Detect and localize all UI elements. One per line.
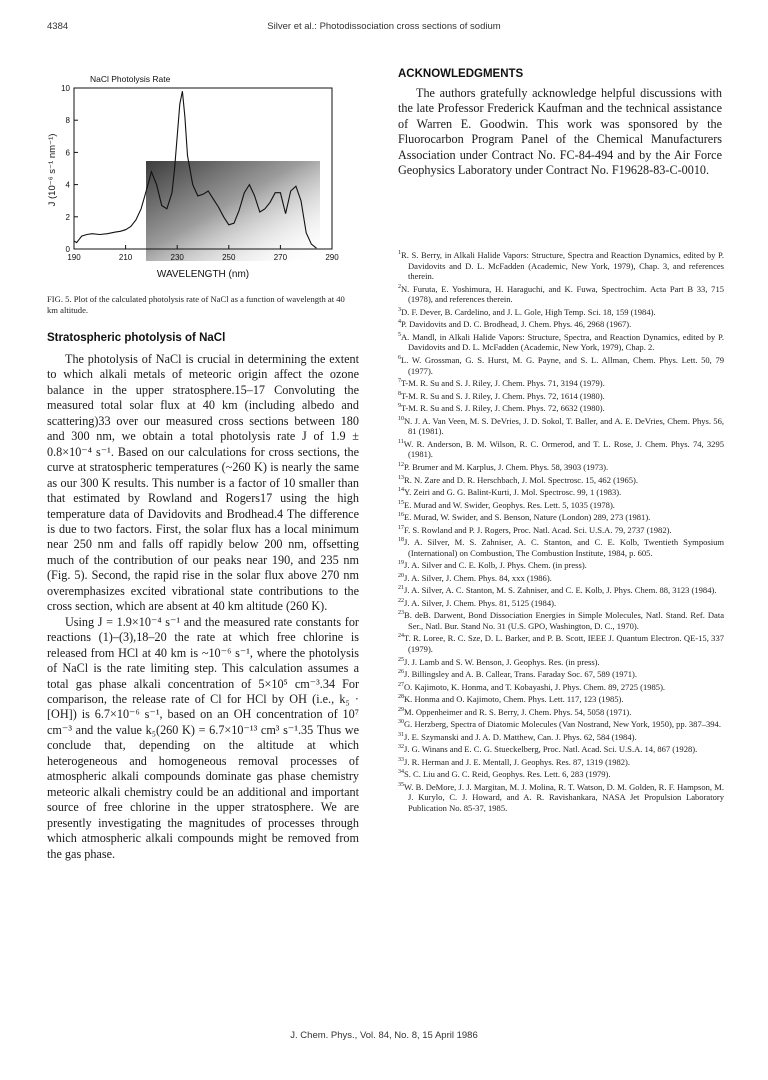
y-tick-label: 4 <box>65 180 70 190</box>
reference-text: N. J. A. Van Veen, M. S. DeVries, J. D. Sokol, T. Baller, and A. E. DeVries, Chem. Phys. 56, 81 (1981). <box>404 415 724 437</box>
reference-number: 31 <box>398 731 404 738</box>
reference-item <box>398 248 724 282</box>
reference-text: T-M. R. Su and S. J. Riley, J. Chem. Phys. 72, 6632 (1980). <box>401 403 605 414</box>
reference-item <box>398 510 724 523</box>
reference-number: 29 <box>398 706 404 713</box>
photolysis-rate-chart <box>44 60 360 290</box>
reference-item <box>398 730 724 743</box>
section-heading-acknowledgments: ACKNOWLEDGMENTS <box>398 68 524 80</box>
reference-text: J. R. Herman and J. E. Mentall, J. Geophys. Res. 87, 1319 (1982). <box>404 756 630 767</box>
reference-text: J. A. Silver, M. S. Zahniser, A. C. Stanton, and C. E. Kolb, Twentieth Symposium (International) on Combustion, The Combustion Institute, 1984, p. 605. <box>404 536 724 558</box>
reference-text: J. Billingsley and A. B. Callear, Trans. Faraday Soc. 67, 589 (1971). <box>404 668 638 679</box>
reference-text: J. A. Silver, J. Chem. Phys. 84, xxx (1986). <box>404 572 552 583</box>
reference-text: J. A. Silver, A. C. Stanton, M. S. Zahniser, and C. E. Kolb, J. Phys. Chem. 88, 3123 (1984). <box>404 585 717 596</box>
reference-text: P. Brumer and M. Karplus, J. Chem. Phys. 58, 3903 (1973). <box>404 461 609 472</box>
reference-number: 2 <box>398 283 401 290</box>
reference-item <box>398 498 724 511</box>
x-tick-label: 190 <box>67 253 81 262</box>
reference-item <box>398 389 724 402</box>
plot-shading <box>146 161 320 261</box>
reference-item <box>398 305 724 318</box>
reference-item <box>398 608 724 631</box>
reference-item <box>398 460 724 473</box>
y-tick-label: 8 <box>65 116 70 126</box>
reference-item <box>398 523 724 536</box>
reference-item <box>398 680 724 693</box>
stratospheric-body <box>47 352 359 862</box>
reference-item <box>398 692 724 705</box>
reference-number: 13 <box>398 474 404 481</box>
y-tick-label: 10 <box>61 84 70 93</box>
reference-number: 20 <box>398 572 404 579</box>
reference-text: K. Honma and O. Kajimoto, Chem. Phys. Lett. 117, 123 (1985). <box>404 693 624 704</box>
reference-text: F. S. Rowland and P. J. Rogers, Proc. Natl. Acad. Sci. U.S.A. 79, 2737 (1982). <box>404 524 672 535</box>
reference-number: 18 <box>398 537 404 544</box>
reference-number: 12 <box>398 462 404 469</box>
y-tick-label: 2 <box>65 212 70 222</box>
reference-number: 5 <box>398 331 401 338</box>
reference-number: 1 <box>398 250 401 256</box>
paragraph: The authors gratefully acknowledge helpful discussions with the late Professor Frederick Kaufman and the technical assistance of Warren E. Goodwin. This work was sponsored by the Fluorocarbon Program Panel of the Chemical Manufacturers Association under Contract No. FC-84-494 and by the Air Force Geophysics Laboratory under Contract No. F19628-83-C-0010. <box>398 86 722 178</box>
reference-item <box>398 780 724 814</box>
reference-item <box>398 437 724 460</box>
x-tick-label: 210 <box>118 253 133 262</box>
reference-number: 15 <box>398 499 404 506</box>
reference-number: 22 <box>398 597 404 604</box>
reference-item <box>398 755 724 768</box>
reference-text: S. C. Liu and G. C. Reid, Geophys. Res. Lett. 6, 283 (1979). <box>404 768 611 779</box>
reference-item <box>398 717 724 730</box>
reference-text: L. W. Grossman, G. S. Hurst, M. G. Payne, and S. L. Allman, Chem. Phys. Lett. 50, 79 (1977). <box>401 354 724 376</box>
reference-number: 3 <box>398 306 401 313</box>
reference-text: R. S. Berry, in Alkali Halide Vapors: Structure, Spectra and Reaction Dynamics, edited by P. Davidovits and D. L. McFadden (Academic, New York, 1979), Chap. 3, and references therein. <box>401 249 724 282</box>
reference-number: 11 <box>398 438 404 445</box>
paragraph: Using J = 1.9×10⁻⁴ s⁻¹ and the measured rate constants for reactions (1)–(3),18–20 the rate at which free chlorine is released from HCl at 40 km is ~10⁻⁶ s⁻¹, where the photolysis of NaCl is the rate limiting step. This calculation assumes a total gas phase alkali concentration of 5×10⁵ cm⁻³.34 For comparison, the release rate of Cl for HCl by OH (i.e., k₅ · [OH]) is 6.7×10⁻⁶ s⁻¹, based on an OH concentration of 10⁷ cm⁻³ and the value k₅(260 K) = 6.7×10⁻¹³ cm³ s⁻¹.35 Thus we conclude that, depending on the altitude at which heterogeneous and homogeneous removal processes of atmospheric alkali compounds dominate gas phase chemistry meteoric alkali chemistry could be an additional and important source of free chlorine in the upper stratosphere. We are presently investigating the magnitudes of processes through which atmospheric alkali compounds might be removed from the gas phase. <box>47 614 359 861</box>
reference-number: 19 <box>398 560 404 567</box>
reference-number: 6 <box>398 355 401 362</box>
reference-number: 7 <box>398 378 401 385</box>
reference-text: W. B. DeMore, J. J. Margitan, M. J. Molina, R. T. Watson, D. M. Golden, R. F. Hampson, M. J. Kurylo, C. J. Howard, and A. R. Ravishankara, NASA Jet Propulsion Laboratory Publication No. 85-37, 1985. <box>404 781 724 813</box>
reference-item <box>398 535 724 558</box>
y-tick-label: 6 <box>65 148 70 158</box>
reference-text: J. A. Silver and C. E. Kolb, J. Phys. Chem. (in press). <box>404 560 587 571</box>
reference-number: 24 <box>398 633 404 640</box>
reference-item <box>398 571 724 584</box>
reference-number: 30 <box>398 719 404 726</box>
journal-footer: J. Chem. Phys., Vol. 84, No. 8, 15 April 1986 <box>290 1030 478 1041</box>
reference-number: 23 <box>398 610 404 617</box>
running-title: Silver et al.: Photodissociation cross sections of sodium <box>267 21 501 32</box>
reference-text: G. Herzberg, Spectra of Diatomic Molecules (Van Nostrand, New York, 1950), pp. 387–394. <box>404 718 721 729</box>
chart-title: NaCl Photolysis Rate <box>90 74 171 84</box>
reference-text: M. Oppenheimer and R. S. Berry, J. Chem. Phys. 54, 5058 (1971). <box>404 706 632 717</box>
reference-item <box>398 667 724 680</box>
acknowledgments-body <box>398 86 722 179</box>
reference-item <box>398 631 724 654</box>
reference-item <box>398 705 724 718</box>
reference-number: 16 <box>398 512 404 519</box>
reference-number: 17 <box>398 524 404 531</box>
reference-text: J. J. Lamb and S. W. Benson, J. Geophys. Res. (in press). <box>404 656 600 667</box>
reference-text: E. Murad, W. Swider, and S. Benson, Nature (London) 289, 273 (1981). <box>404 511 651 522</box>
reference-text: N. Furuta, E. Yoshimura, H. Haraguchi, and K. Fuwa, Spectrochim. Acta Part B 33, 715 (1978), and references therein. <box>401 283 724 305</box>
reference-item <box>398 401 724 414</box>
reference-item <box>398 655 724 668</box>
reference-item <box>398 485 724 498</box>
x-tick-label: 250 <box>222 253 236 262</box>
reference-text: R. N. Zare and D. R. Herschbach, J. Mol. Spectrosc. 15, 462 (1965). <box>404 474 639 485</box>
section-heading-stratospheric: Stratospheric photolysis of NaCl <box>47 332 226 344</box>
reference-text: E. Murad and W. Swider, Geophys. Res. Lett. 5, 1035 (1978). <box>404 499 615 510</box>
reference-text: P. Davidovits and D. C. Brodhead, J. Chem. Phys. 46, 2968 (1967). <box>401 319 632 330</box>
reference-text: J. A. Silver, J. Chem. Phys. 81, 5125 (1984). <box>404 597 557 608</box>
reference-item <box>398 742 724 755</box>
reference-list <box>398 248 724 813</box>
page-number: 4384 <box>47 21 69 32</box>
reference-number: 35 <box>398 781 404 788</box>
reference-text: A. Mandl, in Alkali Halide Vapors: Structure, Spectra, and Reaction Dynamics, edited by P. Davidovits and D. L. McFadden (Academic, New York, 1979), Chap. 2. <box>401 331 724 353</box>
reference-item <box>398 767 724 780</box>
figure-caption: FIG. 5. Plot of the calculated photolysis rate of NaCl as a function of wavelength at 40 km altitude. <box>47 294 345 315</box>
reference-number: 34 <box>398 769 404 776</box>
reference-text: J. E. Szymanski and J. A. D. Matthew, Can. J. Phys. 62, 584 (1984). <box>404 731 637 742</box>
y-tick-label: 0 <box>65 245 70 254</box>
reference-item <box>398 596 724 609</box>
reference-number: 25 <box>398 656 404 663</box>
reference-text: W. R. Anderson, B. M. Wilson, R. C. Ormerod, and T. L. Rose, J. Chem. Phys. 74, 3295 (1981). <box>403 438 724 460</box>
reference-number: 4 <box>398 319 401 326</box>
reference-number: 9 <box>398 403 401 410</box>
reference-number: 33 <box>398 756 404 763</box>
reference-item <box>398 376 724 389</box>
reference-number: 28 <box>398 694 404 701</box>
reference-text: J. G. Winans and E. C. G. Stueckelberg, Proc. Natl. Acad. Sci. U.S.A. 14, 867 (1928). <box>404 743 698 754</box>
x-tick-label: 290 <box>325 253 339 262</box>
reference-text: T-M. R. Su and S. J. Riley, J. Chem. Phys. 71, 3194 (1979). <box>401 378 605 389</box>
x-tick-label: 230 <box>170 253 184 262</box>
reference-number: 27 <box>398 681 404 688</box>
reference-item <box>398 473 724 486</box>
reference-text: T-M. R. Su and S. J. Riley, J. Chem. Phys. 72, 1614 (1980). <box>401 390 605 401</box>
reference-text: Y. Zeiri and G. G. Balint-Kurti, J. Mol. Spectrosc. 99, 1 (1983). <box>404 486 622 497</box>
x-axis-label: WAVELENGTH (nm) <box>156 269 250 280</box>
reference-item <box>398 317 724 330</box>
reference-item <box>398 558 724 571</box>
reference-item <box>398 583 724 596</box>
x-tick-label: 270 <box>273 253 288 262</box>
reference-number: 14 <box>398 487 404 494</box>
y-axis-label: J (10⁻⁶ s⁻¹ nm⁻¹) <box>47 133 58 207</box>
paragraph: The photolysis of NaCl is crucial in determining the extent to which alkali metals of meteoric origin affect the ozone balance in the upper stratosphere.15–17 Convoluting the measured total solar flux at 40 km (including albedo and scattering)33 over our measured cross sections between 180 and 300 nm, we obtain a total photolysis rate J of 1.9 ± 0.8×10⁻⁴ s⁻¹. Based on our calculations for cross sections, the curve at stratospheric temperatures (~260 K) is nearly the same as our 300 K results. This number is a factor of 10 smaller than that estimated by Rowland and Rogers17 using the high temperature data of Davidovits and Brodhead.4 The difference is due to two factors. First, the solar flux has a local minimum near 250 nm and falls off rapidly below 200 nm, offsetting much of the contribution of our peaks near 190, and 235 nm (Fig. 5). Second, the rapid rise in the solar flux above 270 nm overemphasizes excited vibrational state contributions to the cross section, which are absent at 40 km altitude (260 K). <box>47 352 359 614</box>
reference-item <box>398 282 724 305</box>
reference-item <box>398 330 724 353</box>
reference-text: D. F. Dever, B. Cardelino, and J. L. Gole, High Temp. Sci. 18, 159 (1984). <box>401 306 656 317</box>
reference-text: T. R. Loree, R. C. Sze, D. L. Barker, and P. B. Scott, IEEE J. Quantum Electron. QE-15, 337 (1979). <box>404 633 724 654</box>
reference-number: 32 <box>398 744 404 751</box>
reference-item <box>398 414 724 437</box>
reference-number: 8 <box>398 390 401 397</box>
reference-text: B. deB. Darwent, Bond Dissociation Energies in Simple Molecules, Natl. Stand. Ref. Data Ser., Natl. Bur. Stand No. 31 (U.S. GPO, Washington, D. C., 1970). <box>404 610 724 631</box>
reference-number: 10 <box>398 415 404 422</box>
reference-text: O. Kajimoto, K. Honma, and T. Kobayashi, J. Phys. Chem. 89, 2725 (1985). <box>404 681 666 692</box>
reference-item <box>398 353 724 376</box>
reference-number: 26 <box>398 669 404 676</box>
reference-number: 21 <box>398 585 404 592</box>
